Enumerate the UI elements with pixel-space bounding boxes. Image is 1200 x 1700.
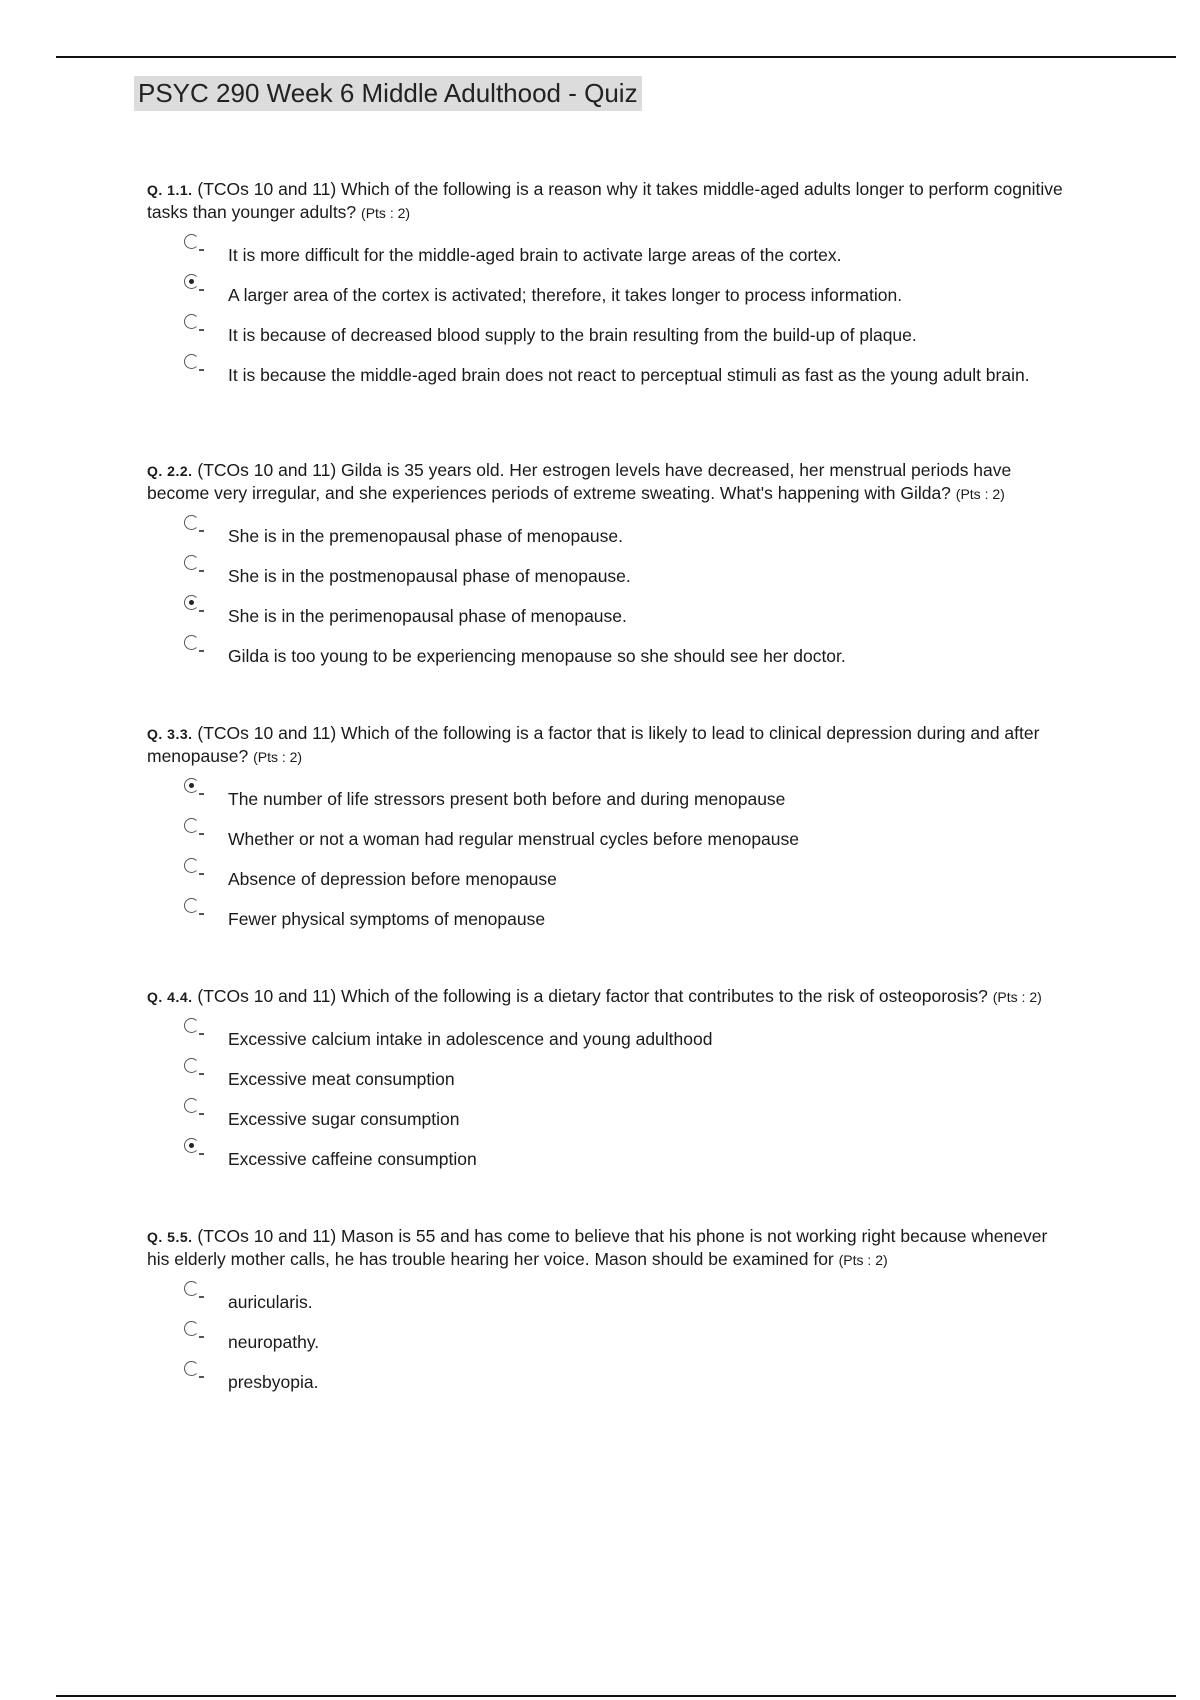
answer-option[interactable] [147,898,1067,938]
question-text [147,459,1067,505]
radio-button[interactable] [184,1361,199,1376]
question-prompt: (TCOs 10 and 11) Mason is 55 and has come to believe that his phone is not working right because whenever his elderly mother calls, he has trouble hearing her voice. Mason should be examined for [147,1226,1048,1269]
question-5 [147,1225,1067,1401]
radio-button-selected[interactable] [184,274,199,289]
answer-option[interactable] [147,858,1067,898]
radio-button[interactable] [184,1321,199,1336]
answer-label: The number of life stressors present both before and during menopause [228,789,786,809]
answer-label: She is in the premenopausal phase of menopause. [228,526,623,546]
page-title: PSYC 290 Week 6 Middle Adulthood - Quiz [134,76,642,111]
answer-options [147,1281,1067,1401]
question-text [147,178,1067,224]
question-number: Q. 5.5. [147,1229,193,1245]
answer-label: A larger area of the cortex is activated; therefore, it takes longer to process information. [228,285,903,305]
question-points: (Pts : 2) [361,205,411,221]
answer-option[interactable] [147,314,1067,354]
answer-options [147,778,1067,938]
answer-label: Excessive meat consumption [228,1069,455,1089]
answer-label: Excessive calcium intake in adolescence and young adulthood [228,1029,713,1049]
radio-button-selected[interactable] [184,1138,199,1153]
answer-option[interactable] [147,1018,1067,1058]
radio-button[interactable] [184,1281,199,1296]
answer-label: presbyopia. [228,1372,319,1392]
answer-option[interactable] [147,555,1067,595]
answer-label: Whether or not a woman had regular menstrual cycles before menopause [228,829,799,849]
radio-button[interactable] [184,898,199,913]
answer-option[interactable] [147,778,1067,818]
answer-label: Gilda is too young to be experiencing menopause so she should see her doctor. [228,646,846,666]
question-number: Q. 1.1. [147,182,193,198]
question-2 [147,459,1067,675]
radio-button[interactable] [184,314,199,329]
radio-button[interactable] [184,635,199,650]
question-number: Q. 4.4. [147,989,193,1005]
question-prompt: (TCOs 10 and 11) Gilda is 35 years old. Her estrogen levels have decreased, her menstrual periods have become very irregular, and she experiences periods of extreme sweating. What's happening with Gilda? [147,460,1012,503]
answer-option[interactable] [147,1058,1067,1098]
question-4 [147,985,1067,1178]
answer-label: Fewer physical symptoms of menopause [228,909,546,929]
top-rule [56,56,1176,58]
answer-option[interactable] [147,274,1067,314]
radio-button[interactable] [184,1018,199,1033]
question-prompt: (TCOs 10 and 11) Which of the following is a reason why it takes middle-aged adults longer to perform cognitive tasks than younger adults? [147,179,1063,222]
answer-label: She is in the perimenopausal phase of menopause. [228,606,627,626]
question-points: (Pts : 2) [955,486,1005,502]
radio-button[interactable] [184,515,199,530]
answer-option[interactable] [147,1281,1067,1321]
answer-label: It is because of decreased blood supply to the brain resulting from the build-up of plaque. [228,325,917,345]
question-text [147,985,1067,1008]
answer-label: Absence of depression before menopause [228,869,557,889]
question-prompt: (TCOs 10 and 11) Which of the following is a dietary factor that contributes to the risk of osteoporosis? [197,986,988,1006]
answer-option[interactable] [147,234,1067,274]
quiz-body [147,178,1067,1401]
radio-button[interactable] [184,858,199,873]
answer-option[interactable] [147,515,1067,555]
answer-option[interactable] [147,1098,1067,1138]
answer-label: She is in the postmenopausal phase of menopause. [228,566,631,586]
answer-option[interactable] [147,1321,1067,1361]
bottom-rule [56,1695,1176,1697]
answer-option[interactable] [147,1138,1067,1178]
answer-options [147,234,1067,412]
answer-label: It is because the middle-aged brain does not react to perceptual stimuli as fast as the young adult brain. [228,365,1030,385]
question-points: (Pts : 2) [253,749,303,765]
question-1 [147,178,1067,412]
radio-button[interactable] [184,1058,199,1073]
question-3 [147,722,1067,938]
question-points: (Pts : 2) [992,989,1042,1005]
answer-label: It is more difficult for the middle-aged brain to activate large areas of the cortex. [228,245,842,265]
answer-label: auricularis. [228,1292,313,1312]
question-prompt: (TCOs 10 and 11) Which of the following is a factor that is likely to lead to clinical depression during and after menopause? [147,723,1040,766]
answer-label: neuropathy. [228,1332,320,1352]
radio-button-selected[interactable] [184,778,199,793]
answer-option[interactable] [147,354,1067,412]
question-number: Q. 3.3. [147,726,193,742]
radio-button[interactable] [184,234,199,249]
answer-option[interactable] [147,818,1067,858]
answer-label: Excessive sugar consumption [228,1109,460,1129]
question-text [147,1225,1067,1271]
answer-options [147,515,1067,675]
radio-button[interactable] [184,555,199,570]
radio-button-selected[interactable] [184,595,199,610]
question-text [147,722,1067,768]
radio-button[interactable] [184,1098,199,1113]
answer-label: Excessive caffeine consumption [228,1149,477,1169]
radio-button[interactable] [184,818,199,833]
answer-option[interactable] [147,595,1067,635]
question-points: (Pts : 2) [838,1252,888,1268]
answer-option[interactable] [147,1361,1067,1401]
answer-options [147,1018,1067,1178]
question-number: Q. 2.2. [147,463,193,479]
answer-option[interactable] [147,635,1067,675]
